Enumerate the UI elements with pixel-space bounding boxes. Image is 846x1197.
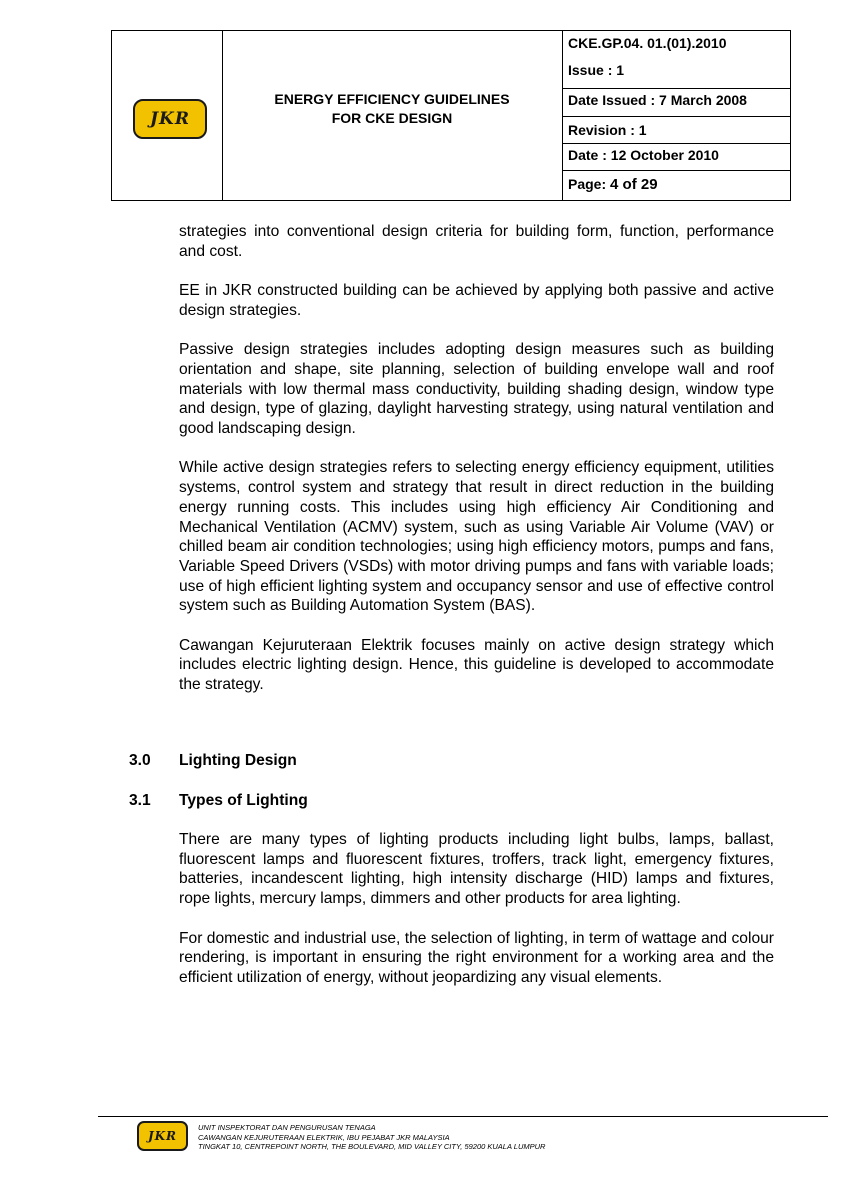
header-logo-cell: [112, 31, 223, 200]
header-info-cell: [563, 31, 790, 200]
section-number: 3.1: [129, 792, 151, 809]
paragraph: EE in JKR constructed building can be achieved by applying both passive and active design strategies.: [179, 282, 774, 319]
paragraph: While active design strategies refers to selecting energy efficiency equipment, utilities systems, control system and strategy that result in direct reduction in the building energy running costs. This includes using high efficiency Air Conditioning and Mechanical Ventilation (ACMV) system, such as using Variable Air Volume (VAV) or chilled beam air condition technologies; using high efficiency motors, pumps and fans, Variable Speed Drivers (VSDs) with motor driving pumps and fans with variable loads; use of high efficient lighting system and occupancy sensor and use of effective control system such as Building Automation System (BAS).: [179, 459, 774, 615]
header-title-cell: [222, 31, 563, 200]
issue: Issue : 1: [563, 59, 790, 89]
footer-address: UNIT INSPEKTORAT DAN PENGURUSAN TENAGA CAWANGAN KEJURUTERAAN ELEKTRIK, IBU PEJABAT JKR MALAYSIA TINGKAT 10, CENTREPOINT NORTH, THE BOULEVARD, MID VALLEY CITY, 59200 KUALA LUMPUR: [198, 1123, 546, 1152]
footer-jkr-logo: [137, 1121, 188, 1151]
paragraph: For domestic and industrial use, the selection of lighting, in term of wattage and colour rendering, is important in ensuring the right environment for a working area and the efficient utilization of energy, without jeopardizing any visual elements.: [179, 929, 774, 986]
section-3-1-content: [179, 830, 774, 988]
date: Date : 12 October 2010: [563, 144, 790, 171]
date-issued: Date Issued : 7 March 2008: [563, 89, 790, 117]
jkr-logo-text: JKR: [150, 109, 190, 129]
paragraph: Cawangan Kejuruteraan Elektrik focuses mainly on active design strategy which includes electric lighting design. Hence, this guideline is developed to accommodate the strategy.: [179, 636, 774, 694]
section-title: Lighting Design: [179, 752, 297, 769]
page-number: Page: 4 of 29: [568, 176, 658, 193]
jkr-logo: [133, 99, 207, 139]
paragraph: Passive design strategies includes adopting design measures such as building orientation and shape, site planning, selection of building envelope wall and roof materials with low thermal mass conductivity, building shading design, window type and design, type of glazing, daylight harvesting strategy, using natural ventilation and good landscaping design.: [179, 341, 774, 437]
footer-logo-text: JKR: [147, 1129, 178, 1143]
document-title: ENERGY EFFICIENCY GUIDELINES FOR CKE DESIGN: [274, 90, 510, 126]
revision: Revision : 1: [563, 117, 790, 144]
section-title: Types of Lighting: [179, 792, 308, 809]
paragraph: There are many types of lighting products including light bulbs, lamps, ballast, fluorescent lamps and fluorescent fixtures, troffers, track light, emergency fixtures, batteries, incandescent lighting, high intensity discharge (HID) lamps and fixtures, rope lights, mercury lamps, dimmers and other products for area lighting.: [179, 831, 774, 908]
body-content: [179, 222, 774, 695]
section-number: 3.0: [129, 752, 151, 769]
paragraph: strategies into conventional design criteria for building form, function, performance and cost.: [179, 223, 774, 260]
document-header: [111, 30, 791, 201]
doc-code: CKE.GP.04. 01.(01).2010: [568, 35, 727, 51]
footer-divider: [98, 1116, 828, 1117]
